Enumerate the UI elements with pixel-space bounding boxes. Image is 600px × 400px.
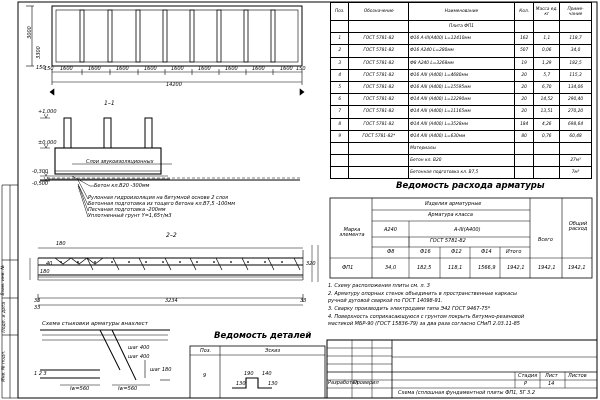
spec-cell: 14,52 [534,94,560,106]
spec-row [331,45,592,57]
spec-row [331,118,592,130]
spec-cell: 3 [331,57,349,69]
spec-cell: 134,06 [560,81,592,93]
rebar-col-f8: Ф8 [387,249,395,255]
rebar-row-mark: ФП1 [342,265,354,271]
rebar-col-f14: Ф14 [481,249,492,255]
spec-row [331,81,592,93]
note-5: 4. Поверхность соприкасающуюся с грунтом покрыть битумно-резиновой [328,314,525,320]
spec-cell: 7м³ [560,167,592,179]
spec-cell: 34,0 [560,45,592,57]
spec-cell: 6 [331,94,349,106]
splice-label-3: шаг 180 [150,367,172,373]
plan-dim-5: 1600 [171,66,184,72]
spec-cell: 184 [514,118,534,130]
spec-cell: 8 [331,118,349,130]
note-3: ручной дуговой сваркой по ГОСТ 14098-91. [328,298,443,304]
spec-row [331,33,592,45]
spec-cell: 115,3 [560,69,592,81]
spec-row [331,142,592,154]
spec-cell: 270,20 [560,106,592,118]
spec-cell: 20 [514,106,534,118]
s22-dim-7: 33 [34,305,41,311]
spec-cell: 20 [514,81,534,93]
plan-total-dim: 14200 [166,82,182,88]
spec-cell: 7 [331,106,349,118]
stamp-role-developer: Разработал [328,380,359,386]
spec-cell: 290,40 [560,94,592,106]
layer-label-5: Песчаная подготовка -200мм [88,207,166,213]
spec-cell: 5 [331,81,349,93]
note-4: 3. Сварку производить электродами типа Э42 ГОСТ 9467-75* [328,306,491,312]
plan-side-dim-1: 3000 [26,26,33,39]
section-1-title: 1–1 [104,100,115,107]
spec-cell: 4 [331,69,349,81]
spec-row [331,130,592,142]
sketch-dim-3: 140 [262,371,272,377]
spec-cell: 698,64 [560,118,592,130]
level-bottom-2: -0,500 [32,181,49,187]
stamp-sheets-header: Листов [568,373,587,379]
splice-scheme-title: Схема стыковки арматуры внахлест [42,321,148,327]
spec-cell: Ф14 АIII (А400) L=630мм [409,130,515,142]
spec-header-qty: Кол. [514,3,534,21]
rebar-a400: А-III(А400) [454,227,481,233]
note-1: 1. Схему расположения плиты см. л. 3 [328,283,430,289]
rebar-gost: ГОСТ 5781-82 [430,238,466,244]
plan-dim-1: 1600 [60,66,73,72]
note-2: 2. Арматуру опорных стенок объединить в пространственные каркасы [328,291,517,297]
rebar-col-f12: Ф12 [451,249,462,255]
rebar-col-f16: Ф16 [420,249,431,255]
side-label-inventory: Инв. № подл. [1,350,7,382]
s22-dim-4: 3234 [165,298,178,304]
spec-cell: 19 [514,57,534,69]
spec-row [331,57,592,69]
rebar-element-header: Марка элемента [339,227,365,238]
plan-dim-9: 1600 [280,66,293,72]
spec-cell: Ф16 АIII (А400) L=4680мм [409,69,515,81]
rebar-products-header: Изделия арматурные [425,201,482,207]
rebar-row-f16: 182,5 [417,265,432,271]
spec-row [331,155,592,167]
spec-header-pos: Поз. [331,3,349,21]
stamp-stage: Р [524,381,528,387]
spec-cell [534,155,560,167]
details-table-title: Ведомость деталей [214,331,312,341]
spec-cell: Бетон кл. В20 [409,155,515,167]
spec-cell [534,142,560,154]
note-6: мастикой МБР-90 (ГОСТ 15836-79) за два раза согласно СНиП 2.03.11-85 [328,321,520,327]
rebar-table-title: Ведомость расхода арматуры [396,181,545,191]
plan-dim-end-right: 150 [296,66,306,72]
spec-cell: 6,70 [534,81,560,93]
layer-label-1: Слои звукоизоляционных [86,159,154,165]
rebar-total-header: Всего [538,237,553,243]
rebar-overall-header: Общий расход [568,221,588,232]
s22-dim-8: 180 [40,269,50,275]
sketch-dim-1: 130 [236,381,246,387]
layer-label-6: Уплотненный грунт Y=1,65т/м3 [88,213,172,219]
spec-cell: 507 [514,45,534,57]
spec-section-title: Плита ФП1 [409,21,515,33]
rebar-row-f14: 1566,9 [478,265,496,271]
details-pos-9: 9 [203,373,207,379]
spec-cell: Ф16 АIII (А400) L=15595мм [409,81,515,93]
spec-cell: 20 [514,94,534,106]
spec-cell [349,155,409,167]
spec-cell: 4,26 [534,118,560,130]
plan-side-dim-2: 3300 [35,46,42,59]
splice-label-4: lw=560 [70,386,90,392]
spec-cell [514,167,534,179]
spec-cell: 27м³ [560,155,592,167]
spec-cell: Бетонная подготовка кл. В7,5 [409,167,515,179]
layer-label-4: Бетонная подготовка из тощего бетона кл.В7,5 -100мм [88,201,235,207]
spec-cell: 2 [331,45,349,57]
stamp-caption: Схема (сплошная фундаментной плиты ФП1, 5Г 3.2 [398,390,535,396]
layer-label-3: Рулонная гидроизоляция на битумной основе 2 слоя [88,195,229,201]
spec-cell: ГОСТ 5781-82 [349,69,409,81]
spec-cell: 162 [514,33,534,45]
details-header-sketch: Эскиз [265,348,281,354]
s22-dim-5: 33 [34,298,41,304]
spec-cell: Ф8 А240 L=3268мм [409,57,515,69]
plan-dim-6: 1600 [198,66,211,72]
spec-cell [349,142,409,154]
spec-header-note: Приме-чание [560,3,592,21]
spec-cell: 13,51 [534,106,560,118]
spec-cell [349,167,409,179]
spec-cell: 0,76 [534,130,560,142]
side-label-sign-date: Подп. и дата [2,301,8,333]
plan-side-dim-3: 150 [36,65,46,71]
plan-dim-end-left: 150 [44,66,54,72]
rebar-row-total: 1942,1 [507,265,525,271]
rebar-a240: А240 [384,227,397,233]
s22-dim-3: 320 [306,261,316,267]
stamp-sheet: 14 [548,381,555,387]
sketch-dim-2: 190 [244,371,254,377]
spec-cell: 60,48 [560,130,592,142]
spec-cell: 118,7 [560,33,592,45]
spec-cell: Ф14 АIII (А400) L=3528мм [409,118,515,130]
stamp-role-checker: Проверил [353,380,379,386]
spec-cell: 1 [331,33,349,45]
sketch-dim-4: 130 [268,381,278,387]
spec-cell: ГОСТ 5781-82 [349,45,409,57]
spec-cell [331,155,349,167]
splice-label-2: шаг 400 [128,354,150,360]
spec-row [331,94,592,106]
details-header-pos: Поз. [200,348,212,354]
spec-cell [514,155,534,167]
spec-cell: ГОСТ 5781-82 [349,81,409,93]
side-label-replace: Взам. инв. № [1,264,7,296]
s22-dim-6: 33 [300,298,307,304]
splice-label-5: lw=560 [118,386,138,392]
spec-cell [534,167,560,179]
spec-cell: 5,7 [534,69,560,81]
spec-cell [331,167,349,179]
spec-table-body [331,33,592,179]
rebar-row-f12: 118,1 [448,265,463,271]
spec-header-name: Наименование [409,3,515,21]
spec-cell: Ф14 АIII (А400) L=12290мм [409,94,515,106]
plan-dim-2: 1600 [88,66,101,72]
spec-cell: 0,06 [534,45,560,57]
level-top: +1,000 [38,109,57,115]
layer-label-2: Бетон кл.В20 -300мм [94,183,150,189]
spec-cell [331,142,349,154]
s22-dim-2: 40 [46,261,53,267]
spec-cell: 1,1 [534,33,560,45]
spec-header-mass: Масса ед. кг [534,3,560,21]
plan-dim-7: 1600 [225,66,238,72]
spec-cell: ГОСТ 5781-82 [349,57,409,69]
s22-dim-1: 180 [56,241,66,247]
spec-cell: ГОСТ 5781-82* [349,130,409,142]
plan-dim-3: 1600 [116,66,129,72]
stamp-stage-header: Стадия [518,373,538,379]
spec-section-row [331,21,592,33]
spec-cell: ГОСТ 5781-82 [349,106,409,118]
specification-table [330,2,592,179]
spec-header-row [331,3,592,21]
rebar-class-header: Арматура класса [428,212,473,218]
splice-label-6: 1 2 3 [34,371,47,377]
rebar-row-overall: 1942,1 [568,265,586,271]
rebar-col-total: Итого [506,249,522,255]
rebar-row-all: 1942,1 [538,265,556,271]
spec-cell: 1,29 [534,57,560,69]
spec-cell: ГОСТ 5781-82 [349,33,409,45]
plan-dim-4: 1600 [144,66,157,72]
spec-cell [560,142,592,154]
spec-cell: 182,5 [560,57,592,69]
spec-cell: 9 [331,130,349,142]
rebar-row-f8: 34,0 [385,265,397,271]
spec-cell: Материалы [409,142,515,154]
level-zero: ±0,000 [38,140,57,146]
spec-header-designation: Обозначение [349,3,409,21]
plan-dim-8: 1600 [252,66,265,72]
spec-cell: ГОСТ 5781-82 [349,94,409,106]
spec-cell: Ф16 А240 L=280мм [409,45,515,57]
spec-cell: ГОСТ 5781-82 [349,118,409,130]
section-2-title: 2–2 [166,232,177,239]
spec-cell: 80 [514,130,534,142]
spec-row [331,167,592,179]
stamp-sheet-header: Лист [545,373,558,379]
spec-row [331,69,592,81]
spec-cell: Ф14 АIII (А400) L=11165мм [409,106,515,118]
spec-row [331,106,592,118]
spec-cell: Ф16 А-III(А400) L=12410мм [409,33,515,45]
level-bottom-1: -0,300 [32,169,49,175]
splice-label-1: шаг 400 [128,345,150,351]
spec-cell: 20 [514,69,534,81]
spec-cell [514,142,534,154]
